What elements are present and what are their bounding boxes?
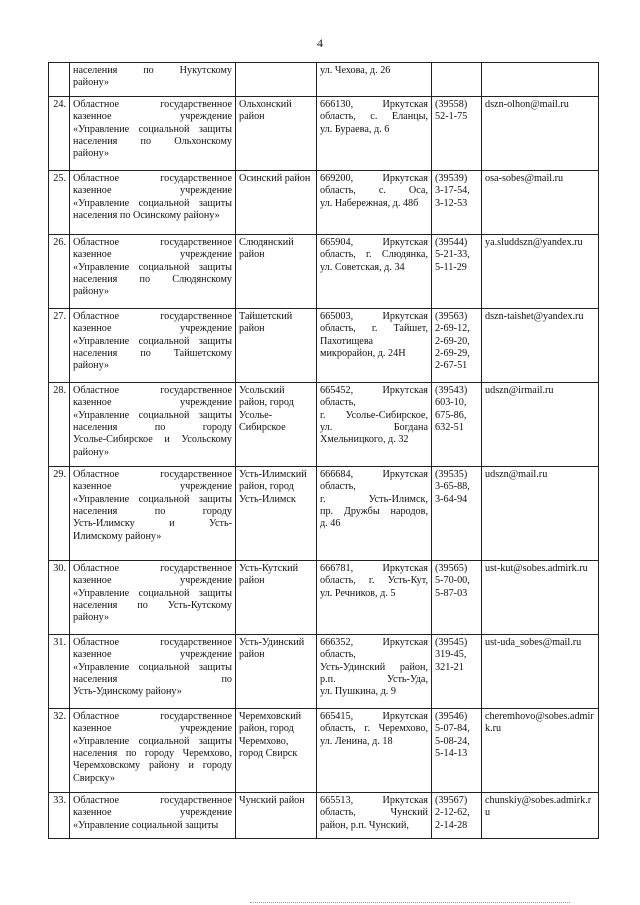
postal-address bbox=[317, 382, 432, 466]
institution-name-line: Усть-Илимску и Усть- bbox=[73, 518, 232, 530]
institutions-table bbox=[48, 62, 599, 839]
service-area: Ольхонский район bbox=[236, 96, 317, 170]
postal-address-line: 665513, Иркутская bbox=[320, 794, 428, 806]
scan-edge-rule bbox=[250, 902, 570, 903]
institution-name-line: населения по Осинскому району» bbox=[73, 210, 220, 222]
postal-address-line: Усть-Удинский район, bbox=[320, 661, 428, 673]
table-row bbox=[49, 792, 599, 838]
institution-name bbox=[70, 466, 236, 560]
institution-name-line: населения по Слюдянскому bbox=[73, 274, 232, 286]
institution-name-line: населения по Усть-Кутскому bbox=[73, 600, 232, 612]
postal-address-line: область, bbox=[320, 649, 356, 661]
institution-name-line: казенное учреждение bbox=[73, 185, 232, 197]
institution-name-line: казенное учреждение bbox=[73, 807, 232, 819]
institution-name-line: казенное учреждение bbox=[73, 481, 232, 493]
institution-name-line: «Управление социальной защиты bbox=[73, 197, 232, 209]
service-area: Усольский район, город Усолье-Сибирское bbox=[236, 382, 317, 466]
postal-address-line: 666684, Иркутская bbox=[320, 468, 428, 480]
phone-numbers: (39539) 3-17-54, 3-12-53 bbox=[432, 170, 482, 234]
institution-name-line: «Управление социальной защиты bbox=[73, 335, 232, 347]
institution-name-line: Усть-Удинскому району» bbox=[73, 686, 182, 698]
institution-name-line: «Управление социальной защиты bbox=[73, 587, 232, 599]
postal-address bbox=[317, 96, 432, 170]
institution-name-line: Областное государственное bbox=[73, 172, 232, 184]
postal-address-line: Хмельницкого, д. 32 bbox=[320, 434, 409, 446]
institution-name-line: казенное учреждение bbox=[73, 723, 232, 735]
institution-name bbox=[70, 96, 236, 170]
institution-name-line: населения по bbox=[73, 674, 232, 686]
postal-address-line: ул. Бураева, д. 6 bbox=[320, 123, 390, 135]
postal-address-line: ул. Чехова, д. 26 bbox=[320, 65, 391, 76]
email-address[interactable]: udszn@mail.ru bbox=[482, 466, 599, 560]
institution-name-line: «Управление социальной защиты bbox=[73, 661, 232, 673]
table-row bbox=[49, 708, 599, 792]
service-area: Усть-Кутский район bbox=[236, 560, 317, 634]
email-address[interactable]: chunskiy@sobes.admirk.ru bbox=[482, 792, 599, 838]
row-number: 32. bbox=[49, 708, 70, 792]
institution-name-line: Свирску» bbox=[73, 772, 115, 784]
postal-address-line: область, г. Тайшет, bbox=[320, 323, 428, 335]
email-address[interactable]: ust-kut@sobes.admirk.ru bbox=[482, 560, 599, 634]
institution-name-line: Черемховскому району и городу bbox=[73, 760, 232, 772]
postal-address-line: ул. Речников, д. 5 bbox=[320, 587, 396, 599]
institution-name-line: Областное государственное bbox=[73, 794, 232, 806]
institution-name-line: казенное учреждение bbox=[73, 249, 232, 261]
institution-name-line: казенное учреждение bbox=[73, 111, 232, 123]
email-address[interactable]: osa-sobes@mail.ru bbox=[482, 170, 599, 234]
phone-numbers: (39567) 2-12-62, 2-14-28 bbox=[432, 792, 482, 838]
institution-name-line: населения по городу bbox=[73, 422, 232, 434]
postal-address-line: ул. Пушкина, д. 9 bbox=[320, 686, 396, 698]
institution-name-line: «Управление социальной защиты bbox=[73, 261, 232, 273]
institution-name-line: району» bbox=[73, 360, 110, 372]
postal-address-line: область, Чунский bbox=[320, 807, 428, 819]
table-row bbox=[49, 234, 599, 308]
institution-name-line: району» bbox=[73, 148, 110, 160]
institution-name-line: Областное государственное bbox=[73, 562, 232, 574]
institution-name-line: Илимскому району» bbox=[73, 530, 162, 542]
institution-name bbox=[70, 234, 236, 308]
row-number: 30. bbox=[49, 560, 70, 634]
postal-address-line: ул. Набережная, д. 48б bbox=[320, 197, 419, 209]
postal-address bbox=[317, 63, 432, 97]
institution-name bbox=[70, 382, 236, 466]
postal-address bbox=[317, 634, 432, 708]
postal-address-line: г. Усть-Илимск, bbox=[320, 493, 428, 505]
institution-name-line: казенное учреждение bbox=[73, 323, 232, 335]
row-number: 27. bbox=[49, 308, 70, 382]
service-area: Слюдянский район bbox=[236, 234, 317, 308]
postal-address-line: область, г. Черемхово, bbox=[320, 723, 428, 735]
table-row bbox=[49, 96, 599, 170]
institution-name-line: Областное государственное bbox=[73, 310, 232, 322]
institution-name-line: району» bbox=[73, 446, 110, 458]
service-area: Чунский район bbox=[236, 792, 317, 838]
row-number: 24. bbox=[49, 96, 70, 170]
institution-name-line: казенное учреждение bbox=[73, 575, 232, 587]
service-area: Осинский район bbox=[236, 170, 317, 234]
postal-address-line: 666130, Иркутская bbox=[320, 98, 428, 110]
institution-name-line: району» bbox=[73, 77, 110, 89]
row-number: 26. bbox=[49, 234, 70, 308]
postal-address-line: р.п. Усть-Уда, bbox=[320, 674, 428, 686]
postal-address-line: г. Усолье-Сибирское, bbox=[320, 409, 428, 421]
service-area: Усть-Удинский район bbox=[236, 634, 317, 708]
institution-name-line: Областное государственное bbox=[73, 468, 232, 480]
table-row bbox=[49, 466, 599, 560]
postal-address bbox=[317, 560, 432, 634]
institution-name-line: «Управление социальной защиты bbox=[73, 819, 219, 831]
postal-address-line: микрорайон, д. 24Н bbox=[320, 348, 406, 360]
institution-name-line: Областное государственное bbox=[73, 636, 232, 648]
service-area: Усть-Илимский район, город Усть-Илимск bbox=[236, 466, 317, 560]
phone-numbers: (39558) 52-1-75 bbox=[432, 96, 482, 170]
table-row bbox=[49, 170, 599, 234]
phone-numbers: (39544) 5-21-33, 5-11-29 bbox=[432, 234, 482, 308]
phone-numbers: (39543) 603-10, 675-86, 632-51 bbox=[432, 382, 482, 466]
phone-numbers bbox=[432, 63, 482, 97]
postal-address-line: область, bbox=[320, 481, 356, 493]
postal-address-line: 665003, Иркутская bbox=[320, 310, 428, 322]
postal-address-line: 665904, Иркутская bbox=[320, 236, 428, 248]
institution-name-line: населения по городу Черемхово, bbox=[73, 748, 232, 760]
row-number: 33. bbox=[49, 792, 70, 838]
institution-name-line: Областное государственное bbox=[73, 384, 232, 396]
postal-address-line: область, г. Усть-Кут, bbox=[320, 575, 428, 587]
email-address[interactable]: dszn-olhon@mail.ru bbox=[482, 96, 599, 170]
row-number: 25. bbox=[49, 170, 70, 234]
row-number: 29. bbox=[49, 466, 70, 560]
postal-address bbox=[317, 466, 432, 560]
phone-numbers: (39545) 319-45, 321-21 bbox=[432, 634, 482, 708]
row-number bbox=[49, 63, 70, 97]
table-row bbox=[49, 634, 599, 708]
postal-address bbox=[317, 792, 432, 838]
institution-name-line: казенное учреждение bbox=[73, 397, 232, 409]
postal-address-line: ул. Ленина, д. 18 bbox=[320, 735, 393, 747]
table-row bbox=[49, 308, 599, 382]
institution-name-line: «Управление социальной защиты bbox=[73, 409, 232, 421]
postal-address-line: область, bbox=[320, 397, 356, 409]
table-row bbox=[49, 63, 599, 97]
email-address[interactable]: ust-uda_sobes@mail.ru bbox=[482, 634, 599, 708]
institution-name bbox=[70, 708, 236, 792]
postal-address-line: ул. Советская, д. 34 bbox=[320, 261, 405, 273]
email-address[interactable]: cheremhovo@sobes.admirk.ru bbox=[482, 708, 599, 792]
institution-name-line: «Управление социальной защиты bbox=[73, 493, 232, 505]
table-body bbox=[49, 63, 599, 839]
service-area: Тайшетский район bbox=[236, 308, 317, 382]
row-number: 31. bbox=[49, 634, 70, 708]
institution-name-line: Областное государственное bbox=[73, 710, 232, 722]
email-address[interactable] bbox=[482, 63, 599, 97]
institution-name bbox=[70, 170, 236, 234]
postal-address-line: область, с. Еланцы, bbox=[320, 111, 428, 123]
postal-address-line: Пахотищева bbox=[320, 335, 374, 347]
institution-name-line: Областное государственное bbox=[73, 236, 232, 248]
postal-address-line: район, р.п. Чунский, bbox=[320, 819, 409, 831]
email-address[interactable]: udszn@irmail.ru bbox=[482, 382, 599, 466]
service-area bbox=[236, 63, 317, 97]
institution-name bbox=[70, 308, 236, 382]
postal-address-line: область, г. Слюдянка, bbox=[320, 249, 428, 261]
institution-name-line: населения по Ольхонскому bbox=[73, 136, 232, 148]
institution-name-line: району» bbox=[73, 612, 110, 624]
phone-numbers: (39563) 2-69-12, 2-69-20, 2-69-29, 2-67-51 bbox=[432, 308, 482, 382]
postal-address bbox=[317, 170, 432, 234]
email-address[interactable]: ya.sluddszn@yandex.ru bbox=[482, 234, 599, 308]
postal-address-line: область, с. Оса, bbox=[320, 185, 428, 197]
institution-name-line: населения по городу bbox=[73, 506, 232, 518]
institution-name bbox=[70, 63, 236, 97]
institution-name-line: населения по Тайшетскому bbox=[73, 348, 232, 360]
postal-address-line: 666352, Иркутская bbox=[320, 636, 428, 648]
postal-address-line: 666781, Иркутская bbox=[320, 562, 428, 574]
institution-name-line: Усолье-Сибирское и Усольскому bbox=[73, 434, 232, 446]
postal-address bbox=[317, 234, 432, 308]
table-row bbox=[49, 560, 599, 634]
service-area: Черемховский район, город Черемхово, город Свирск bbox=[236, 708, 317, 792]
institution-name-line: казенное учреждение bbox=[73, 649, 232, 661]
institution-name-line: «Управление социальной защиты bbox=[73, 123, 232, 135]
postal-address-line: ул. Богдана bbox=[320, 422, 428, 434]
row-number: 28. bbox=[49, 382, 70, 466]
postal-address bbox=[317, 308, 432, 382]
postal-address-line: д. 46 bbox=[320, 518, 341, 530]
institution-name-line: «Управление социальной защиты bbox=[73, 735, 232, 747]
institution-name-line: району» bbox=[73, 286, 110, 298]
postal-address-line: 665452, Иркутская bbox=[320, 384, 428, 396]
institution-name-line: Областное государственное bbox=[73, 98, 232, 110]
institution-name bbox=[70, 634, 236, 708]
email-address[interactable]: dszn-taishet@yandex.ru bbox=[482, 308, 599, 382]
phone-numbers: (39535) 3-65-88, 3-64-94 bbox=[432, 466, 482, 560]
postal-address-line: 669200, Иркутская bbox=[320, 172, 428, 184]
institution-name bbox=[70, 560, 236, 634]
table-row bbox=[49, 382, 599, 466]
phone-numbers: (39546) 5-07-84, 5-08-24, 5-14-13 bbox=[432, 708, 482, 792]
postal-address-line: пр. Дружбы народов, bbox=[320, 506, 428, 518]
page-number: 4 bbox=[317, 36, 323, 50]
postal-address bbox=[317, 708, 432, 792]
institution-name-line: населения по Нукутскому bbox=[73, 65, 232, 76]
institution-name bbox=[70, 792, 236, 838]
phone-numbers: (39565) 5-70-00, 5-87-03 bbox=[432, 560, 482, 634]
postal-address-line: 665415, Иркутская bbox=[320, 710, 428, 722]
